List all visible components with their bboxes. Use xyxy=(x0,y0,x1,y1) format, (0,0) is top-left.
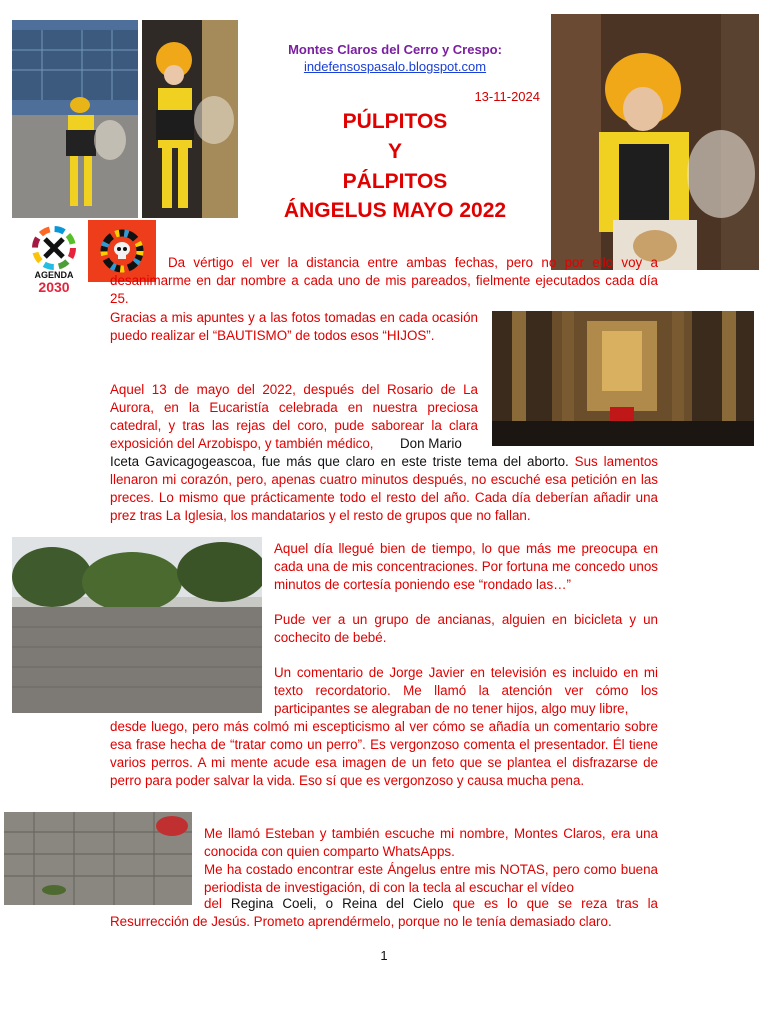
agenda-year: 2030 xyxy=(38,279,70,295)
photo-costume-street xyxy=(12,20,138,218)
paragraph-4: Aquel día llegué bien de tiempo, lo que más me preocupa en cada una de mis concentraciones. Por fortuna me concedo unos minutos de cortesía poniendo ese “rondado las…” xyxy=(274,541,658,592)
paragraph-8-end-text: que es lo que se reza tras la Resurrección de Jesús. Prometo aprendérmelo, porque no le tenía demasiado claro. xyxy=(110,896,658,929)
paragraph-6-start: Un comentario de Jorge Javier en televisión es incluido en mi texto recordatorio. Me llamó la atención ver cómo los participantes se alegraban de no tener hijos, algo muy libre, xyxy=(274,665,658,716)
regina-coeli-name: Regina Coeli, o Reina del Cielo xyxy=(230,896,444,911)
photo-costume-indoor xyxy=(142,20,238,218)
title-line-4: ÁNGELUS MAYO 2022 xyxy=(283,199,507,222)
photo-costume-closeup xyxy=(551,14,759,270)
agenda-2030-logo xyxy=(26,226,82,294)
page-number: 1 xyxy=(380,948,388,963)
paragraph-3-continued xyxy=(110,453,658,525)
paragraph-7: Me llamó Esteban y también escuche mi nombre, Montes Claros, era una conocida con quien comparto WhatsApps. xyxy=(204,826,658,859)
paragraph-2: Gracias a mis apuntes y a las fotos tomadas en cada ocasión puedo realizar el “BAUTISMO” de todos esos “HIJOS”. xyxy=(110,310,478,343)
photo-pavement xyxy=(4,812,192,905)
title-line-3: PÁLPITOS xyxy=(342,170,448,193)
paragraph-3-archbishop-inline: Don Mario xyxy=(400,436,462,451)
paragraph-3-start: Aquel 13 de mayo del 2022, después del Rosario de La Aurora, en la Eucaristía celebrada en nuestra preciosa catedral, y tras las rejas del coro, pude saborear la clara exposición del Arzobispo, y también médico, xyxy=(110,382,478,451)
title-line-2: Y xyxy=(387,140,402,163)
paragraph-1: Da vértigo el ver la distancia entre ambas fechas, pero no por ello voy a desanimarme en dar nombre a cada uno de mis pareados, fielmente ejecutados cada día 25. xyxy=(110,255,658,306)
archbishop-name: Iceta Gavicagogeascoa, fue más que claro en este triste tema del aborto. xyxy=(110,454,569,469)
agenda-word: AGENDA xyxy=(34,270,74,280)
paragraph-6-end: desde luego, pero más colmó mi escepticismo al ver cómo se añadía un comentario sobre esa frase hecha de “tratar como un perro”. Es vergonzoso comenta el presentador. Él tiene varios perros. A mi mente acude esa imagen de un feto que se plantea el disfrazarse de perro para poder salvar la vida. Eso sí que es vergonzoso y causa mucha pena. xyxy=(110,719,658,788)
document-date: 13-11-2024 xyxy=(474,89,540,104)
title-line-1: PÚLPITOS xyxy=(342,110,448,133)
paragraph-3-end: Sus lamentos llenaron mi corazón, pero, apenas cuatro minutos después, no escuché esa petición en las preces. Lo mismo que prácticamente todo el resto del año. Cada día deberían añadir una prez tras La Iglesia, los mandatarios y el resto de grupos que no fallan. xyxy=(110,454,658,523)
paragraph-8-end: del Regina Coeli, o Reina del Cielo que es lo que se reza tras la Resurrección de Jesús. Prometo aprendérmelo, porque no le tenía demasiado claro. xyxy=(110,896,658,929)
blog-link[interactable]: indefensospasalo.blogspot.com xyxy=(303,59,487,74)
paragraph-5: Pude ver a un grupo de ancianas, alguien en bicicleta y un cochecito de bebé. xyxy=(274,612,658,645)
photo-cathedral xyxy=(492,311,754,446)
blog-title: Montes Claros del Cerro y Crespo: xyxy=(288,42,502,57)
paragraph-8-start: Me ha costado encontrar este Ángelus entre mis NOTAS, pero como buena periodista de investigación, di con la tecla al escuchar el vídeo xyxy=(204,862,658,895)
photo-park-square xyxy=(12,537,262,713)
